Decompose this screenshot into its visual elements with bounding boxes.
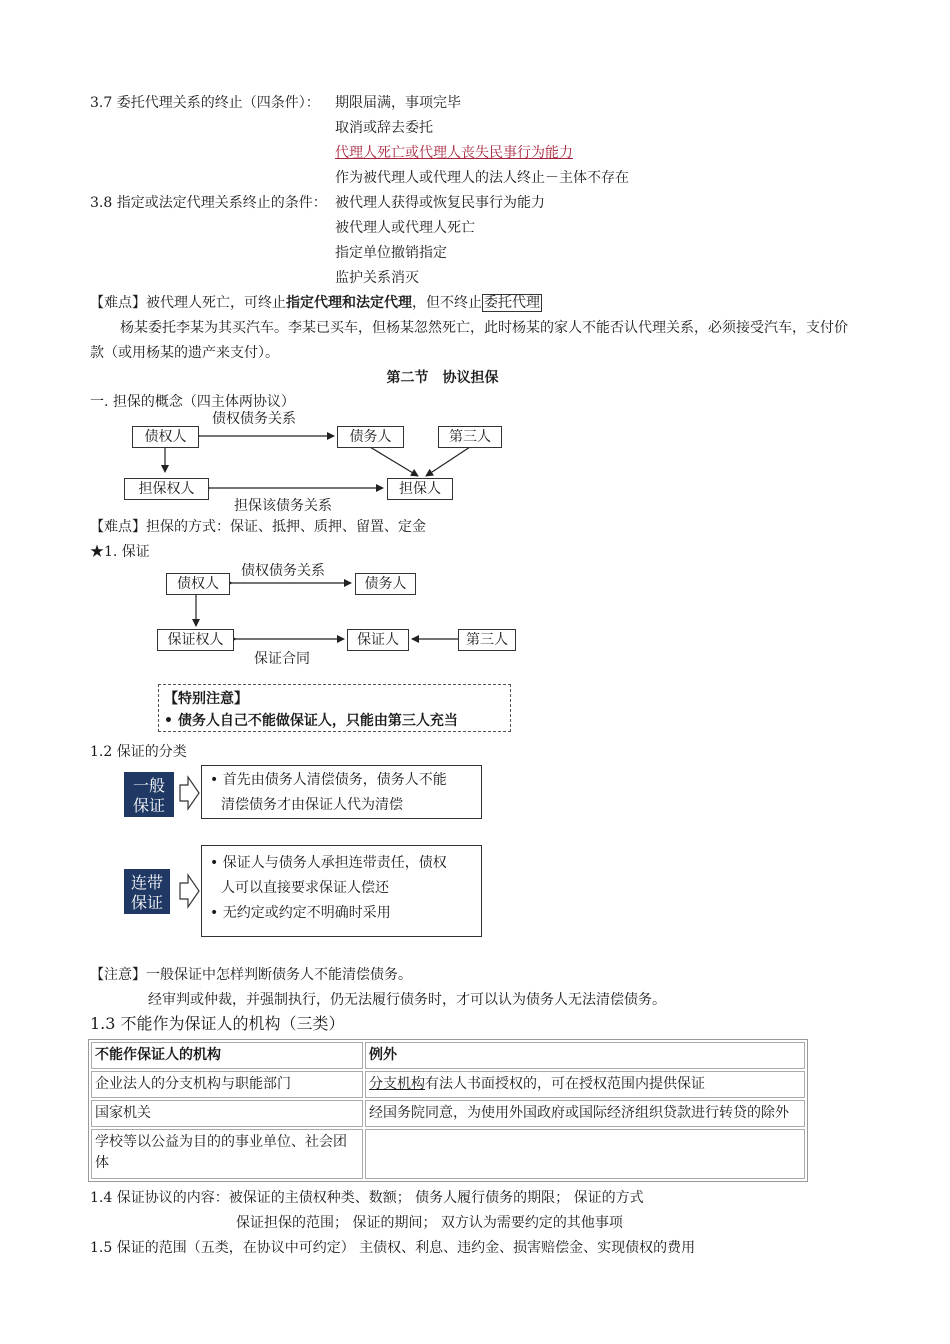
table-header-row bbox=[91, 1042, 805, 1069]
joint-guarantee-tile bbox=[124, 869, 170, 914]
table-header-col1: 不能作保证人的机构 bbox=[91, 1042, 363, 1069]
difficulty-pre: 被代理人死亡，可终止 bbox=[146, 295, 286, 311]
general-label-2: 保证 bbox=[132, 796, 165, 815]
g-label-contract: 保证合同 bbox=[254, 651, 310, 667]
special-note-box bbox=[158, 684, 511, 732]
g-node-creditor: 债权人 bbox=[166, 573, 230, 595]
node-third-party: 第三人 bbox=[438, 426, 502, 448]
s37-item-4: 作为被代理人或代理人的法人终止－主体不存在 bbox=[335, 170, 629, 186]
table-cell-exception: 经国务院同意，为使用外国政府或国际经济组织贷款进行转贷的除外 bbox=[365, 1100, 805, 1127]
table-row bbox=[91, 1129, 805, 1179]
s37-label: 3.7 委托代理关系的终止（四条件）： bbox=[90, 95, 320, 111]
general-line-2: 清偿债务才由保证人代为清偿 bbox=[221, 797, 403, 813]
joint-label-1: 连带 bbox=[130, 873, 163, 892]
table-cell-institution-line1: 学校等以公益为目的的事业单位、社会团 bbox=[95, 1134, 347, 1150]
s13-heading: 1.3 不能作为保证人的机构（三类） bbox=[90, 1014, 345, 1033]
difficulty2-line bbox=[90, 518, 426, 536]
note-tag: 【注意】 bbox=[90, 967, 146, 983]
s15-line: 1.5 保证的范围（五类，在协议中可约定） 主债权、利息、违约金、损害赔偿金、实现债权的费用 bbox=[90, 1240, 696, 1256]
table-cell-institution: 企业法人的分支机构与职能部门 bbox=[91, 1071, 363, 1098]
s38-item-3: 指定单位撤销指定 bbox=[335, 245, 447, 261]
table-cell-exception-ul: 分支机构 bbox=[369, 1076, 425, 1092]
example-line-1: 杨某委托李某为其买汽车。李某已买车，但杨某忽然死亡，此时杨某的家人不能否认代理关系，必须接受汽车，支付价 bbox=[120, 320, 848, 336]
s38-item-4: 监护关系消灭 bbox=[335, 270, 419, 286]
label-bottom-relation: 担保该债务关系 bbox=[234, 498, 332, 514]
table-header-col2: 例外 bbox=[365, 1042, 805, 1069]
difficulty2-tag: 【难点】 bbox=[90, 519, 146, 535]
difficulty-mid: ，但不终止 bbox=[412, 295, 482, 311]
section-title: 第二节 协议担保 bbox=[386, 370, 499, 386]
difficulty2-text: 担保的方式：保证、抵押、质押、留置、定金 bbox=[146, 519, 426, 535]
g-label-top-relation: 债权债务关系 bbox=[241, 563, 325, 579]
table-cell-exception-text: 有法人书面授权的，可在授权范围内提供保证 bbox=[425, 1076, 705, 1092]
s37-item-3: 代理人死亡或代理人丧失民事行为能力 bbox=[335, 145, 573, 161]
table-cell-exception bbox=[365, 1071, 805, 1098]
classification-heading: 1.2 保证的分类 bbox=[90, 744, 187, 760]
joint-guarantee-box bbox=[201, 845, 482, 937]
special-note-text: • 债务人自己不能做保证人，只能由第三人充当 bbox=[164, 713, 458, 729]
general-guarantee-box bbox=[201, 765, 482, 819]
g-node-debtor: 债务人 bbox=[355, 573, 416, 595]
table-row bbox=[91, 1071, 805, 1098]
table-cell-exception bbox=[365, 1129, 805, 1179]
difficulty-bold: 指定代理和法定代理 bbox=[286, 295, 412, 311]
note-text: 一般保证中怎样判断债务人不能清偿债务。 bbox=[146, 967, 412, 983]
table-cell-institution-line2: 体 bbox=[95, 1155, 109, 1171]
difficulty-boxed: 委托代理 bbox=[484, 295, 540, 311]
note-text-2: 经审判或仲裁，并强制执行，仍无法履行债务时，才可以认为债务人无法清偿债务。 bbox=[148, 992, 666, 1008]
special-note-title: 【特别注意】 bbox=[164, 691, 248, 707]
general-guarantee-tile bbox=[124, 772, 174, 817]
node-debtor: 债务人 bbox=[337, 426, 404, 448]
joint-line-1: • 保证人与债务人承担连带责任，债权 bbox=[210, 855, 447, 871]
table-row bbox=[91, 1100, 805, 1127]
node-creditor: 债权人 bbox=[132, 426, 199, 448]
table-cell-institution bbox=[91, 1129, 363, 1179]
s38-label: 3.8 指定或法定代理关系终止的条件： bbox=[90, 195, 327, 211]
g-node-guarantor: 保证人 bbox=[347, 629, 409, 651]
general-line-1: • 首先由债务人清偿债务，债务人不能 bbox=[210, 772, 447, 788]
institutions-table bbox=[88, 1039, 808, 1182]
s14-line-2: 保证担保的范围； 保证的期间； 双方认为需要约定的其他事项 bbox=[236, 1215, 623, 1231]
s38-item-1: 被代理人获得或恢复民事行为能力 bbox=[335, 195, 545, 211]
difficulty-tag: 【难点】 bbox=[90, 295, 146, 311]
node-guarantee-creditor: 担保权人 bbox=[124, 478, 209, 500]
s37-item-1: 期限届满，事项完毕 bbox=[335, 95, 461, 111]
node-guarantor: 担保人 bbox=[387, 478, 453, 500]
s38-item-2: 被代理人或代理人死亡 bbox=[335, 220, 475, 236]
note-line bbox=[90, 966, 412, 984]
s14-line-1: 1.4 保证协议的内容：被保证的主债权种类、数额； 债务人履行债务的期限； 保证的方式 bbox=[90, 1190, 644, 1206]
g-node-guarantee-creditor: 保证权人 bbox=[157, 629, 234, 651]
concept-heading: 一. 担保的概念（四主体两协议） bbox=[90, 394, 295, 410]
g-node-third-party: 第三人 bbox=[458, 629, 516, 651]
table-cell-institution: 国家机关 bbox=[91, 1100, 363, 1127]
joint-line-2: 人可以直接要求保证人偿还 bbox=[221, 880, 389, 896]
s37-item-2: 取消或辞去委托 bbox=[335, 120, 433, 136]
guarantee-heading: ★1. 保证 bbox=[90, 544, 150, 560]
example-line-2: 款（或用杨某的遗产来支付）。 bbox=[90, 345, 279, 361]
joint-label-2: 保证 bbox=[130, 893, 163, 912]
general-label-1: 一般 bbox=[132, 776, 165, 795]
label-top-relation: 债权债务关系 bbox=[212, 411, 296, 427]
joint-line-3: • 无约定或约定不明确时采用 bbox=[210, 905, 391, 921]
